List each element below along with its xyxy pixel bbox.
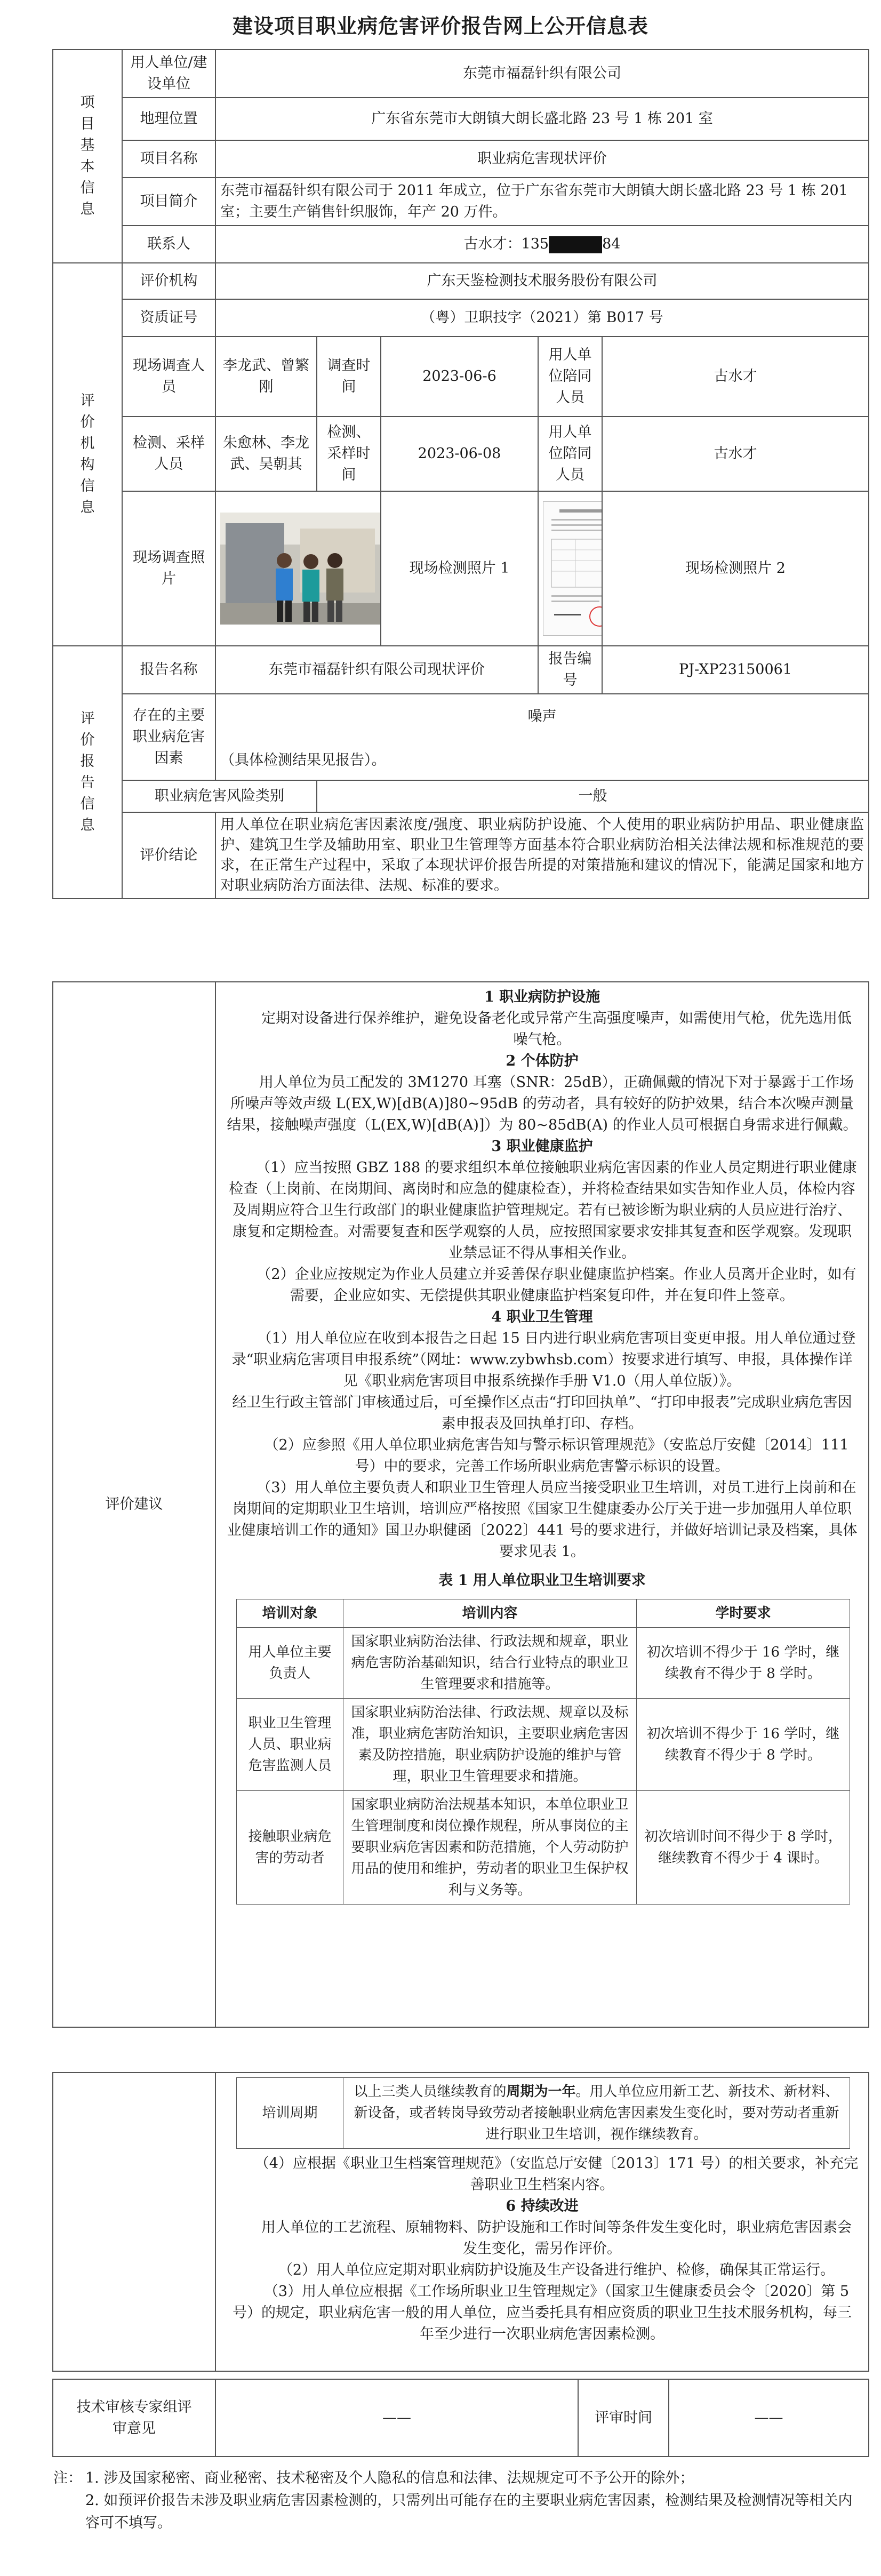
photo-test1-label: 现场检测照片 1: [381, 491, 538, 646]
advice-para-4b: 经卫生行政主管部门审核通过后，可至操作区点击“打印回执单”、“打印申报表”完成职业病危害因素申报表及回执单打印、存档。: [232, 1394, 852, 1432]
training-period-emphasis: 周期为一年: [506, 2084, 576, 2100]
review-time-value: ——: [669, 2379, 869, 2457]
review-value: ——: [215, 2379, 578, 2457]
hazard-cell: [215, 694, 869, 780]
training-content: 国家职业病防治法规基本知识，本单位职业卫生管理制度和岗位操作规程，所从事岗位的主要职业病危害因素和防范措施，个人劳动防护用品的使用和维护，劳动者的职业卫生保护权利与义务等。: [343, 1791, 637, 1905]
training-target: 接触职业病危害的劳动者: [237, 1791, 343, 1905]
conclusion-label: 评价结论: [122, 812, 215, 899]
contact-value: [215, 226, 869, 263]
report-no-label: 报告编号: [538, 646, 602, 694]
training-content: 国家职业病防治法律、行政法规、规章以及标准，职业病危害防治知识，主要职业病危害因素及防控措施，职业病防护设施的维护与管理，职业卫生管理要求和措施。: [343, 1699, 637, 1791]
companion-value-2: 古水才: [602, 417, 869, 491]
agency-section-label: 评价机构信息: [53, 263, 122, 646]
training-header-content: 培训内容: [343, 1599, 637, 1628]
report-section-label: 评价报告信息: [53, 646, 122, 899]
training-header-target: 培训对象: [237, 1599, 343, 1628]
advice-label: 评价建议: [53, 982, 215, 2027]
sampling-time-value: 2023-06-08: [381, 417, 538, 491]
cert-label: 资质证号: [122, 299, 215, 337]
advice-heading-4: 4 职业卫生管理: [491, 1309, 593, 1325]
hazard-note: （具体检测结果见报告）。: [220, 752, 386, 769]
photo-survey-label: 现场调查照片: [122, 491, 215, 646]
risk-label: 职业病危害风险类别: [122, 780, 317, 812]
training-header-row: [237, 1599, 850, 1628]
advice-heading-3: 3 职业健康监护: [491, 1138, 593, 1155]
unit-label: 用人单位/建设单位: [122, 50, 215, 98]
survey-time-value: 2023-06-6: [381, 337, 538, 417]
advice-content: [215, 982, 869, 2027]
advice-table: [52, 981, 869, 2028]
info-table: [52, 49, 869, 899]
advice-para-2: 用人单位为员工配发的 3M1270 耳塞（SNR：25dB），正确佩戴的情况下对于暴露于工作场所噪声等效声级 L(EX,W)[dB(A)]80~95dB 的劳动者，具有较好的防护效果，结合本次噪声测量结果，接触噪声强度（L(EX,W)[dB(A)]）为 80~85dB(A) 的作业人员可根据自身需求进行佩戴。: [227, 1074, 858, 1133]
training-hours: 初次培训不得少于 16 学时，继续教育不得少于 8 学时。: [637, 1628, 850, 1699]
hazard-value: 噪声: [527, 708, 557, 725]
advice-para-4c: （2）应参照《用人单位职业病危害告知与警示标识管理规范》（安监总厅安健〔2014〕111 号）中的要求，完善工作场所职业病危害警示标识的设置。: [264, 1437, 849, 1475]
advice-para-6b: （2）用人单位应定期对职业病防护设施及生产设备进行维护、检修，确保其正常运行。: [278, 2262, 835, 2278]
advice-continued-table: [52, 2072, 869, 2372]
risk-value: 一般: [317, 780, 869, 812]
review-table: [52, 2379, 869, 2457]
survey-staff-label: 现场调查人员: [122, 337, 215, 417]
training-hours: 初次培训不得少于 16 学时，继续教育不得少于 8 学时。: [637, 1699, 850, 1791]
unit-value: 东莞市福磊针织有限公司: [215, 50, 869, 98]
photo-test2-label: 现场检测照片 2: [602, 491, 869, 646]
companion-value-1: 古水才: [602, 337, 869, 417]
table-row: [237, 1628, 850, 1699]
training-table: [236, 1599, 850, 1905]
training-target: 用人单位主要负责人: [237, 1628, 343, 1699]
training-target: 职业卫生管理人员、职业病危害监测人员: [237, 1699, 343, 1791]
advice-para-4a: （1）用人单位应在收到本报告之日起 15 日内进行职业病危害项目变更申报。用人单位通过登录“职业病危害项目申报系统”（网址：www.zybwhsb.com）按要求进行填写、申报，具体操作详见《职业病危害项目申报系统操作手册 V1.0（用人单位版）》。: [231, 1330, 856, 1389]
project-section-label: 项目基本信息: [53, 50, 122, 263]
photo-test1-cell: [538, 491, 602, 646]
advice-para-6c: （3）用人单位应根据《工作场所职业卫生管理规定》（国家卫生健康委员会令〔2020〕第 5 号）的规定，职业病危害一般的用人单位，应当委托具有相应资质的职业卫生技术服务机构，每三年至少进行一次职业病危害因素检测。: [233, 2283, 852, 2342]
sampling-time-label: 检测、采样时间: [317, 417, 381, 491]
survey-staff-value: 李龙武、曾繁刚: [215, 337, 317, 417]
org-value: 广东天鉴检测技术服务股份有限公司: [215, 263, 869, 299]
cert-value: （粤）卫职技字（2021）第 B017 号: [215, 299, 869, 337]
advice-heading-1: 1 职业病防护设施: [484, 989, 600, 1005]
advice-para-4d: （3）用人单位主要负责人和职业卫生管理人员应当接受职业卫生培训，对员工进行上岗前和在岗期间的定期职业卫生培训，培训应严格按照《国家卫生健康委办公厅关于进一步加强用人单位职业健康培训工作的通知》国卫办职健函〔2022〕441 号的要求进行，并做好培训记录及档案，具体要求见表 1。: [227, 1479, 858, 1560]
footnote-1: 1. 涉及国家秘密、商业秘密、技术秘密及个人隐私的信息和法律、法规规定可不予公开的除外；: [85, 2470, 694, 2486]
location-value: 广东省东莞市大朗镇大朗长盛北路 23 号 1 栋 201 室: [215, 98, 869, 140]
footnotes: [53, 2467, 864, 2534]
advice-para-3a: （1）应当按照 GBZ 188 的要求组织本单位接触职业病危害因素的作业人员定期进行职业健康检查（上岗前、在岗期间、离岗时和应急的健康检查），并将检查结果如实告知作业人员，体检内容及周期应符合卫生行政部门的职业健康监护管理规定。若有已被诊断为职业病的人员应进行治疗、康复和定期检查。对需要复查和医学观察的人员，应按照国家要求安排其复查和医学观察。发现职业禁忌证不得从事相关作业。: [229, 1159, 857, 1261]
report-name-label: 报告名称: [122, 646, 215, 694]
table-row: [237, 1791, 850, 1905]
report-name-value: 东莞市福磊针织有限公司现状评价: [215, 646, 538, 694]
table-row: [237, 2078, 850, 2149]
companion-label-1: 用人单位陪同人员: [538, 337, 602, 417]
table-row: [237, 1699, 850, 1791]
intro-value: 东莞市福磊针织有限公司于 2011 年成立，位于广东省东莞市大朗镇大朗长盛北路 23 号 1 栋 201 室；主要生产销售针织服饰，年产 20 万件。: [215, 178, 869, 226]
advice-heading-6: 6 持续改进: [506, 2198, 579, 2214]
site-test-document-photo: [543, 501, 602, 636]
training-hours: 初次培训时间不得少于 8 学时，继续教育不得少于 4 课时。: [637, 1791, 850, 1905]
intro-label: 项目简介: [122, 178, 215, 226]
training-period-value: 以上三类人员继续教育的周期为一年。用人单位应用新工艺、新技术、新材料、新设备，或者转岗导致劳动者接触职业病危害因素发生变化时，要对劳动者重新进行职业卫生培训，视作继续教育。: [343, 2078, 850, 2149]
location-label: 地理位置: [122, 98, 215, 140]
sampling-staff-value: 朱愈林、李龙武、吴朝其: [215, 417, 317, 491]
contact-label: 联系人: [122, 226, 215, 263]
advice-continued-label-cell: [53, 2073, 215, 2371]
advice-para-4e: （4）应根据《职业卫生档案管理规范》（安监总厅安健〔2013〕171 号）的相关要求，补充完善职业卫生档案内容。: [254, 2155, 859, 2193]
footnote-2: 2. 如预评价报告未涉及职业病危害因素检测的，只需列出可能存在的主要职业病危害因素，检测结果及检测情况等相关内容可不填写。: [85, 2492, 853, 2531]
review-time-label: 评审时间: [578, 2379, 669, 2457]
advice-para-3b: （2）企业应按规定为作业人员建立并妥善保存职业健康监护档案。作业人员离开企业时，如有需要，企业应如实、无偿提供其职业健康监护档案复印件，并在复印件上签章。: [257, 1266, 856, 1304]
footnote-label: 注：: [53, 2470, 82, 2486]
training-period-label: 培训周期: [237, 2078, 343, 2149]
conclusion-value: 用人单位在职业病危害因素浓度/强度、职业病防护设施、个人使用的职业病防护用品、职业健康监护、建筑卫生学及辅助用室、职业卫生管理等方面基本符合职业病防治相关法律法规和标准规范的要求，在正常生产过程中，采取了本现状评价报告所提的对策措施和建议的情况下，能满足国家和地方对职业病防治方面法律、法规、标准的要求。: [215, 812, 869, 899]
photo-survey-cell: [215, 491, 381, 646]
training-period-table: [236, 2077, 850, 2149]
training-content: 国家职业病防治法律、行政法规和规章，职业病危害防治基础知识，结合行业特点的职业卫生管理要求和措施等。: [343, 1628, 637, 1699]
advice-heading-2: 2 个体防护: [506, 1053, 579, 1069]
org-label: 评价机构: [122, 263, 215, 299]
contact-phone-prefix: 古水才：135: [463, 236, 549, 252]
project-name-value: 职业病危害现状评价: [215, 140, 869, 178]
advice-para-6a: 用人单位的工艺流程、原辅物料、防护设施和工作时间等条件发生变化时，职业病危害因素会发生变化，需另作评价。: [261, 2219, 852, 2257]
survey-time-label: 调查时间: [317, 337, 381, 417]
training-header-hours: 学时要求: [637, 1599, 850, 1628]
page-title: 建设项目职业病危害评价报告网上公开信息表: [232, 14, 648, 38]
project-name-label: 项目名称: [122, 140, 215, 178]
sampling-staff-label: 检测、采样人员: [122, 417, 215, 491]
advice-para-1: 定期对设备进行保养维护，避免设备老化或异常产生高强度噪声，如需使用气枪，优先选用低噪气枪。: [261, 1010, 852, 1048]
training-table-caption: 表 1 用人单位职业卫生培训要求: [438, 1572, 646, 1589]
companion-label-2: 用人单位陪同人员: [538, 417, 602, 491]
report-no-value: PJ-XP23150061: [602, 646, 869, 694]
redaction-bar: [549, 236, 602, 253]
site-survey-photo: [220, 513, 380, 625]
advice-continued-content: [215, 2073, 869, 2371]
hazard-label: 存在的主要职业病危害因素: [122, 694, 215, 780]
contact-phone-suffix: 84: [602, 236, 621, 252]
review-label: 技术审核专家组评审意见: [53, 2379, 215, 2457]
